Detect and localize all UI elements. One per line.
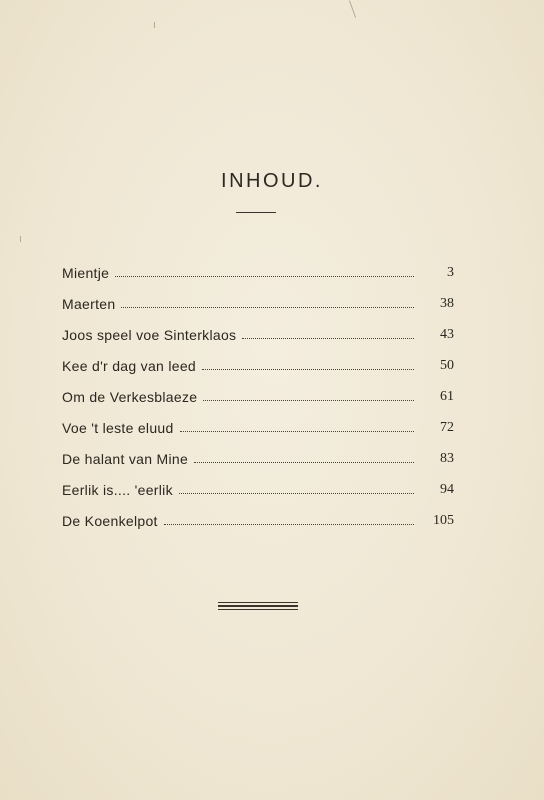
toc-entry [62,312,454,343]
toc-entry [62,343,454,374]
paper-speck [349,0,356,17]
dot-leader [115,276,414,277]
toc-entry-title: De halant van Mine [62,451,189,467]
dot-leader [203,400,414,401]
toc-entry-title: Eerlik is.... 'eerlik [62,482,173,498]
dot-leader [179,493,414,494]
toc-entry-page: 3 [447,265,454,280]
toc-entry-page: 83 [440,451,454,466]
paper-speck [154,22,155,28]
toc-entry [62,467,454,498]
toc-entry-title: Voe 't leste eluud [62,420,174,436]
dot-leader [202,369,414,370]
dot-leader [194,462,414,463]
toc-entry [62,374,454,405]
dot-leader [121,307,414,308]
toc-entry-title: Om de Verkesblaeze [62,389,198,405]
table-of-contents [62,250,454,529]
toc-entry-page: 38 [440,296,454,311]
toc-entry-title: Maerten [62,296,116,312]
toc-entry [62,405,454,436]
toc-entry [62,436,454,467]
ornament-line [218,609,298,610]
dot-leader [180,431,414,432]
toc-entry-page: 94 [440,482,454,497]
title-underline [236,212,276,213]
ornament-line [218,605,298,607]
toc-entry-page: 50 [440,358,454,373]
ornament-line [218,602,298,603]
dot-leader [164,524,414,525]
dot-leader [242,338,414,339]
decorative-rule [218,602,298,612]
toc-entry-title: Joos speel voe Sinterklaos [62,327,237,343]
page-title: INHOUD. [221,170,323,192]
toc-entry-page: 105 [433,513,454,528]
toc-entry-title: De Koenkelpot [62,513,158,529]
toc-entry [62,250,454,281]
toc-entry-page: 43 [440,327,454,342]
toc-entry-title: Mientje [62,265,110,281]
toc-entry-page: 61 [440,389,454,404]
toc-entry [62,498,454,529]
toc-entry-title: Kee d'r dag van leed [62,358,196,374]
paper-speck [20,236,21,242]
toc-entry-page: 72 [440,420,454,435]
toc-entry [62,281,454,312]
